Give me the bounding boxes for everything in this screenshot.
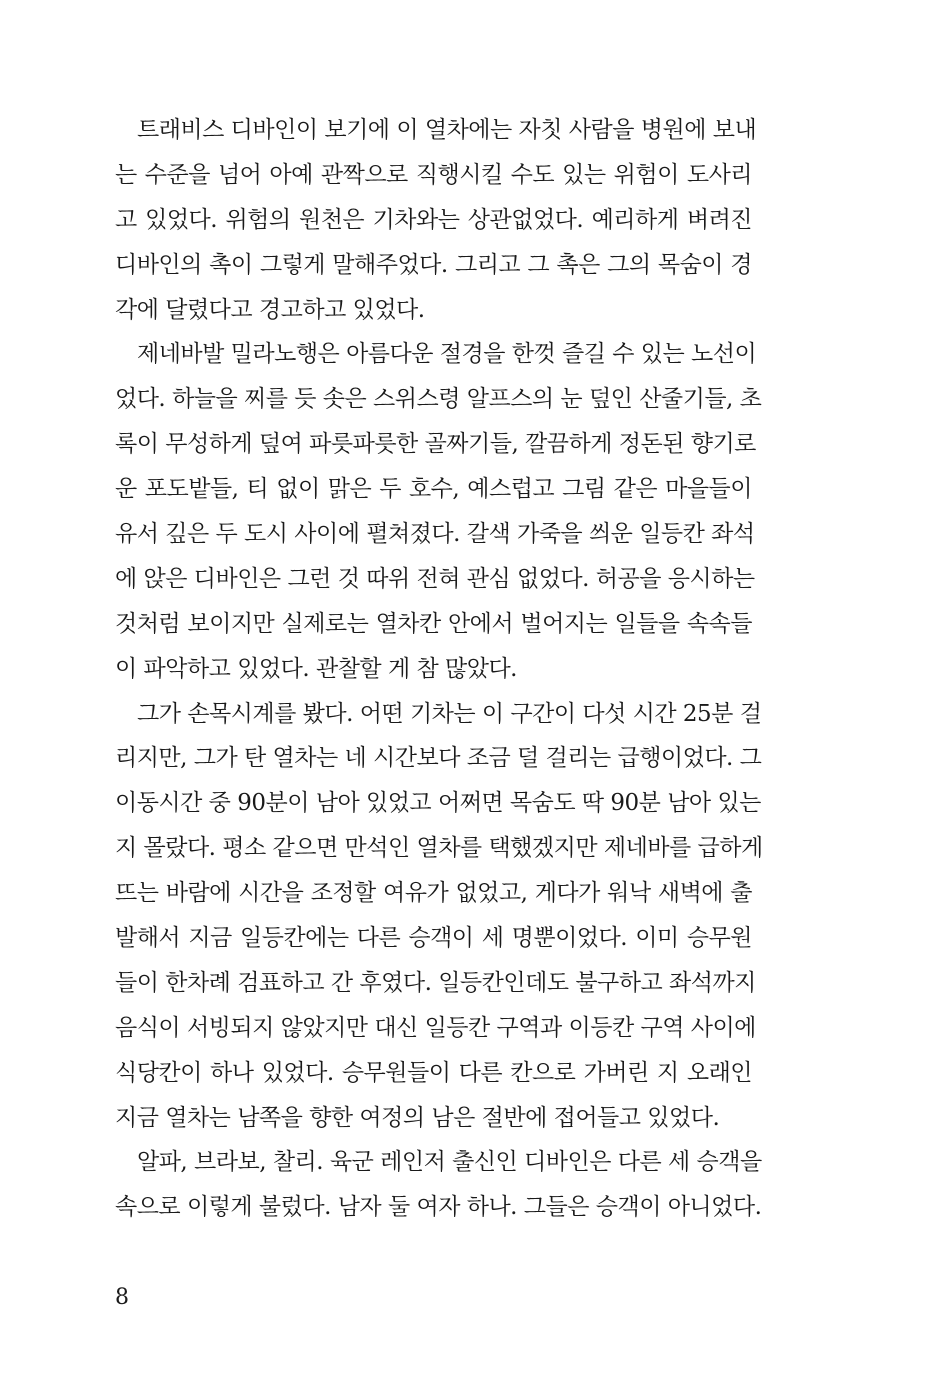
text-line: 에 앉은 디바인은 그런 것 따위 전혀 관심 없었다. 허공을 응시하는 (115, 565, 755, 592)
text-line: 고 있었다. 위험의 원천은 기차와는 상관없었다. 예리하게 벼려진 (115, 206, 752, 233)
text-line: 지 몰랐다. 평소 같으면 만석인 열차를 택했겠지만 제네바를 급하게 (115, 835, 763, 862)
text-line: 각에 달렸다고 경고하고 있었다. (115, 296, 425, 323)
text-line: 뜨는 바람에 시간을 조정할 여유가 없었고, 게다가 워낙 새벽에 출 (115, 880, 752, 907)
text-line: 알파, 브라보, 찰리. 육군 레인저 출신인 디바인은 다른 세 승객을 (137, 1149, 762, 1176)
text-line: 것처럼 보이지만 실제로는 열차칸 안에서 벌어지는 일들을 속속들 (115, 610, 752, 637)
text-line: 속으로 이렇게 불렀다. 남자 둘 여자 하나. 그들은 승객이 아니었다. (115, 1194, 762, 1221)
paragraph (115, 332, 762, 691)
text-line: 록이 무성하게 덮여 파릇파릇한 골짜기들, 깔끔하게 정돈된 향기로 (115, 431, 756, 458)
text-line: 디바인의 촉이 그렇게 말해주었다. 그리고 그 촉은 그의 목숨이 경 (115, 251, 752, 278)
text-line: 트래비스 디바인이 보기에 이 열차에는 자칫 사람을 병원에 보내 (137, 117, 757, 143)
text-line: 그가 손목시계를 봤다. 어떤 기차는 이 구간이 다섯 시간 25분 걸 (137, 700, 762, 727)
text-line: 는 수준을 넘어 아예 관짝으로 직행시킬 수도 있는 위험이 도사리 (115, 161, 752, 188)
paragraph (115, 1140, 762, 1230)
text-line: 이 파악하고 있었다. 관찰할 게 참 많았다. (115, 655, 517, 682)
text-line: 운 포도밭들, 티 없이 맑은 두 호수, 예스럽고 그림 같은 마을들이 (115, 476, 752, 503)
text-line: 유서 깊은 두 도시 사이에 펼쳐졌다. 갈색 가죽을 씌운 일등칸 좌석 (115, 521, 755, 548)
paragraph (115, 108, 757, 332)
text-line: 음식이 서빙되지 않았지만 대신 일등칸 구역과 이등칸 구역 사이에 (115, 1014, 756, 1041)
text-line: 리지만, 그가 탄 열차는 네 시간보다 조금 덜 걸리는 급행이었다. 그 (115, 745, 762, 772)
text-line: 었다. 하늘을 찌를 듯 솟은 스위스령 알프스의 눈 덮인 산줄기들, 초 (115, 386, 762, 413)
body-text (115, 108, 763, 1230)
paragraph (115, 692, 763, 1141)
text-line: 식당칸이 하나 있었다. 승무원들이 다른 칸으로 가버린 지 오래인 (115, 1059, 752, 1086)
text-line: 제네바발 밀라노행은 아름다운 절경을 한껏 즐길 수 있는 노선이 (137, 341, 757, 368)
text-line: 이동시간 중 90분이 남아 있었고 어쩌면 목숨도 딱 90분 남아 있는 (115, 790, 761, 817)
text-line: 들이 한차례 검표하고 간 후였다. 일등칸인데도 불구하고 좌석까지 (115, 969, 756, 996)
page-number: 8 (115, 1285, 129, 1310)
text-line: 발해서 지금 일등칸에는 다른 승객이 세 명뿐이었다. 이미 승무원 (115, 925, 752, 952)
text-line: 지금 열차는 남쪽을 향한 여정의 남은 절반에 접어들고 있었다. (115, 1104, 720, 1131)
